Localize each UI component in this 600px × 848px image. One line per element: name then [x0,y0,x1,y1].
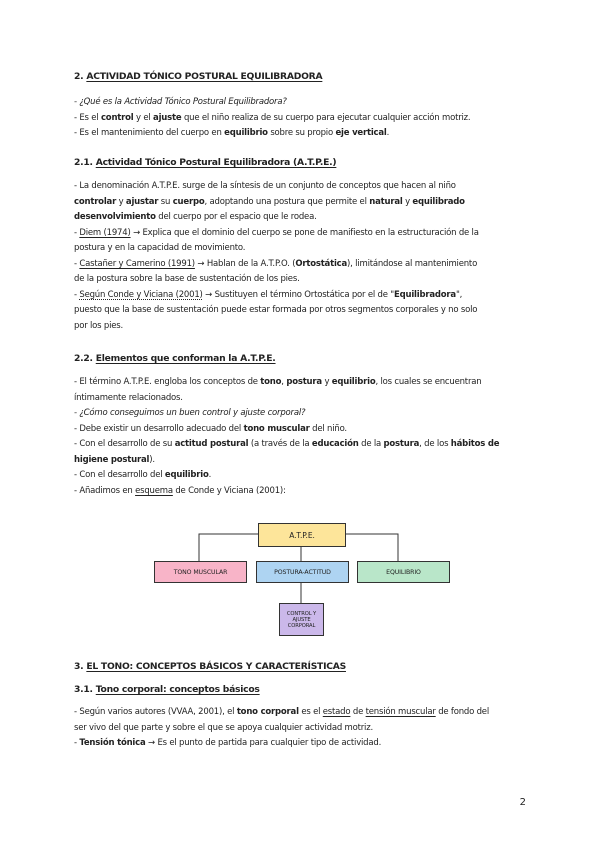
text-line: desenvolvimiento del cuerpo por el espacio que le rodea. [74,212,317,222]
section-number: 3.1. [74,684,93,695]
text-line: ser vivo del que parte y sobre el que se apoya cualquier actividad motriz. [74,722,373,733]
text-line: - Es el mantenimiento del cuerpo en equilibrio sobre su propio eje vertical. [74,128,390,138]
connector-line [199,534,258,561]
citation: Diem (1974) [79,227,131,238]
section-number: 3. [74,661,84,672]
text-line: - Según Conde y Viciana (2001) → Sustituyen el término Ortostática por el de "Equilibradora", [74,289,463,300]
question-line: - ¿Cómo conseguimos un buen control y ajuste corporal? [74,408,306,418]
text-line: - Con el desarrollo de su actitud postural (a través de la educación de la postura, de los hábitos de [74,439,500,449]
page-number: 2 [519,797,526,808]
text-line: - El término A.T.P.E. engloba los conceptos de tono, postura y equilibrio, los cuales se encuentran [74,377,482,387]
text-line: - Castañer y Camerino (1991) → Hablan de la A.T.P.O. (Ortostática), limitándose al mantenimiento [74,258,478,269]
text-line: - Con el desarrollo del equilibrio. [74,470,212,480]
text-line: - Tensión tónica → Es el punto de partida para cualquier tipo de actividad. [74,738,382,748]
text-line: higiene postural). [74,454,155,465]
section-number: 2.2. [74,353,93,364]
text-line: - Añadimos en esquema de Conde y Viciana (2001): [74,485,286,496]
question-line: - ¿Qué es la Actividad Tónico Postural Equilibradora? [74,97,287,107]
text-line: - Según varios autores (VVAA, 2001), el tono corporal es el estado de tensión muscular de fondo del [74,707,489,717]
text-line: por los pies. [74,320,124,331]
citation: Castañer y Camerino (1991) [79,258,195,269]
diagram-node-root: A.T.P.E. [258,523,346,547]
section-number: 2.1. [74,157,93,168]
diagram-node-equilibrio: EQUILIBRIO [357,561,450,583]
text-line: controlar y ajustar su cuerpo, adoptando una postura que permite el natural y equilibrado [74,196,465,207]
diagram-node-tono: TONO MUSCULAR [154,561,247,583]
text-line: - Debe existir un desarrollo adecuado del tono muscular del niño. [74,423,347,434]
text-line: - Es el control y el ajuste que el niño realiza de su cuerpo para ejecutar cualquier acción motriz. [74,112,471,123]
section-title: Tono corporal: conceptos básicos [95,684,260,695]
text-line: de la postura sobre la base de sustentación de los pies. [74,274,300,284]
citation: Según Conde y Viciana (2001) [79,289,203,300]
connector-line [344,534,398,561]
paragraph [74,705,534,752]
text-line: - La denominación A.T.P.E. surge de la síntesis de un conjunto de conceptos que hacen al niño [74,181,456,191]
text-line: puesto que la base de sustentación puede estar formada por otros segmentos corporales y no solo [74,305,478,315]
section-title: ACTIVIDAD TÓNICO POSTURAL EQUILIBRADORA [86,71,323,82]
text-line: íntimamente relacionados. [74,392,183,403]
section-number: 2. [74,71,84,82]
section-3-heading [74,661,346,672]
text-line: - Diem (1974) → Explica que el dominio del cuerpo se pone de manifiesto en la estructuración de la [74,227,479,238]
diagram-node-postura: POSTURA-ACTITUD [256,561,349,583]
text-line: postura y en la capacidad de movimiento. [74,243,246,253]
section-title: EL TONO: CONCEPTOS BÁSICOS Y CARACTERÍSTICAS [86,661,346,672]
section-3-1-heading [74,684,260,695]
section-title: Actividad Tónico Postural Equilibradora (A.T.P.E.) [95,157,337,168]
diagram-node-control: CONTROL Y AJUSTE CORPORAL [279,603,324,636]
section-title: Elementos que conforman la A.T.P.E. [95,353,276,364]
link-text: esquema [135,485,173,496]
